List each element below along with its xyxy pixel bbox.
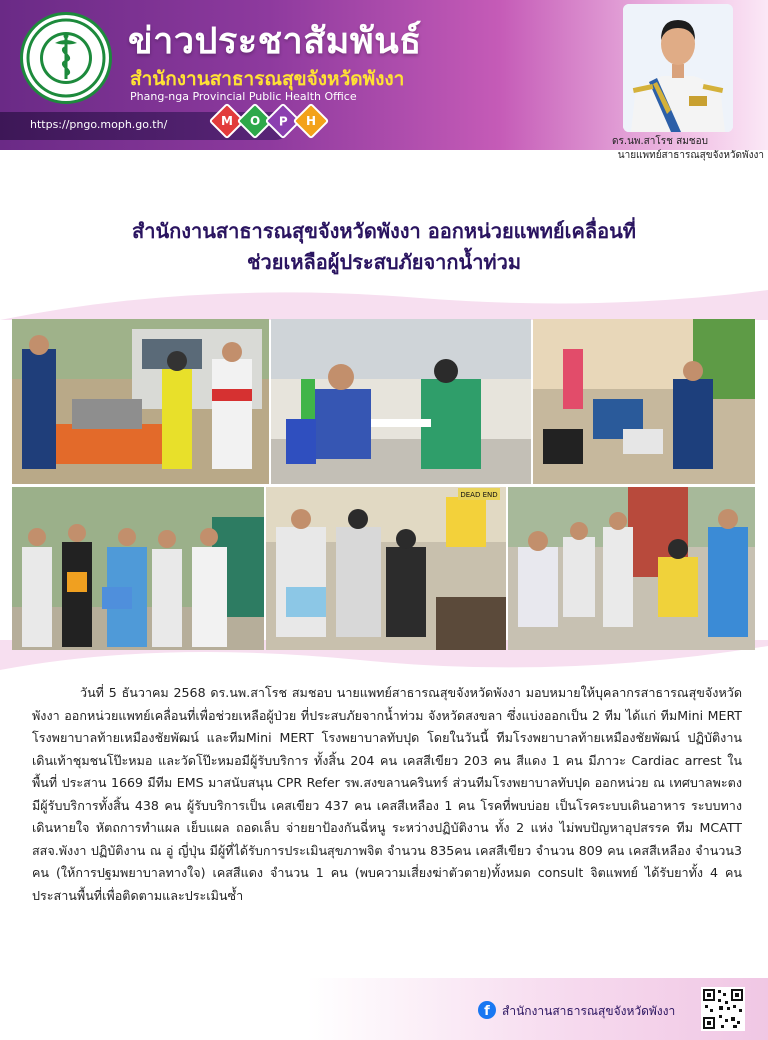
caduceus-seal-icon bbox=[25, 17, 107, 99]
headline-line-2: ช่วยเหลือผู้ประสบภัยจากน้ำท่วม bbox=[246, 250, 522, 274]
ministry-logo bbox=[20, 12, 112, 104]
moph-letter-p-text: P bbox=[278, 113, 288, 128]
director-portrait bbox=[623, 4, 733, 132]
moph-letter-m-text: M bbox=[221, 113, 233, 128]
director-title: นายแพทย์สาธารณสุขจังหวัดพังงา bbox=[617, 150, 764, 161]
organization-name-english: Phang-nga Provincial Public Health Office bbox=[130, 90, 357, 103]
person-portrait-icon bbox=[623, 4, 733, 132]
photo-nurse-checks-patient bbox=[271, 319, 531, 484]
moph-letter-h bbox=[293, 103, 330, 140]
page-title: ข่าวประชาสัมพันธ์ bbox=[128, 21, 422, 62]
photo-ems-team-stretcher bbox=[12, 319, 269, 484]
dead-end-sign-text: DEAD END bbox=[460, 491, 498, 499]
website-link[interactable]: https://pngo.moph.go.th/ bbox=[30, 118, 168, 131]
director-name: ดร.นพ.สาโรช สมชอบ bbox=[612, 136, 708, 147]
facebook-page-link[interactable]: สำนักงานสาธารณสุขจังหวัดพังงา bbox=[502, 1004, 676, 1018]
photo-staff-visit-residents bbox=[508, 487, 755, 650]
news-body-paragraph: วันที่ 5 ธันวาคม 2568 ดร.นพ.สาโรช สมชอบ นายแพทย์สาธารณสุขจังหวัดพังงา มอบหมายให้บุคลากรสาธารณสุขจังหวัดพังงา ออกหน่วยแพทย์เคลื่อนที่เพื่อช่วยเหลือผู้ป่วย ที่ประสบภัยจากน้ำท่วม จังหวัดสงขลา ซึ่งแบ่งออกเป็น 2 ทีม ได้แก่ ทีมMini MERT โรงพยาบาลท้ายเหมืองชัยพัฒน์ และทีมMini MERT โรงพยาบาลทับปุด โดยในวันนี้ ทีมโรงพยาบาลท้ายเหมืองชัยพัฒน์ ปฏิบัติงาน เดินเท้าชุมชนโป๊ะหมอ และวัดโป๊ะหมอมีผู้รับบริการ ทั้งสิ้น 204 คน เคสสีเขียว 203 คน สีแดง 1 คน มีภาวะ Cardiac arrest ในพื้นที่ ประสาน 1669 มีทีม EMS มาสนับสนุน CPR Refer รพ.สงขลานครินทร์ ส่วนทีมโรงพยาบาลทับปุด ออกหน่วย ณ เทศบาลพะตง มีผู้รับบริการทั้งสิ้น 438 คน ผู้รับบริการเป็น เคสเขียว 437 คน เคสสีเหลือง 1 คน โรคที่พบบ่อย เป็นโรคระบบเดินอาหาร ระบบทางเดินหายใจ หัตถการทำแผล เย็บแผล ถอดเล็บ จ่ายยาป้องกันฉี่หนู ระหว่างปฏิบัติงาน ทั้ง 2 แห่ง ไม่พบปัญหาอุปสรรค ทีม MCATT สสจ.พังงา ปฏิบัติงาน ณ อู่ ญี่ปุ่น มีผู้ที่ได้รับการประเมินสุขภาพจิต จำนวน 835คน เคสสีเขียว จำนวน 809 คน เคสสีเหลือง จำนวน3 คน (ให้การปฐมพยาบาลทางใจ) เคสสีแดง จำนวน 1 คน (พบความเสี่ยงฆ่าตัวตาย)ทั้งหมด consult จิตแพทย์ ได้รับยาทั้ง 4 คน ประสานพื้นที่เพื่อติดตามและประเมินซ้ำ bbox=[32, 685, 742, 903]
photo-staff-consulting-villagers bbox=[266, 487, 506, 650]
photo-ems-helping-patient bbox=[533, 319, 755, 484]
moph-letter-o-text: O bbox=[249, 113, 261, 128]
facebook-icon[interactable]: f bbox=[478, 1001, 496, 1019]
moph-logo bbox=[214, 108, 324, 134]
organization-name-thai: สำนักงานสาธารณสุขจังหวัดพังงา bbox=[130, 68, 405, 90]
photo-volunteers-with-supplies bbox=[12, 487, 264, 650]
pink-wave-decoration bbox=[0, 280, 768, 320]
headline-line-1: สำนักงานสาธารณสุขจังหวัดพังงา ออกหน่วยแพทย์เคลื่อนที่ bbox=[132, 219, 636, 243]
qr-code-icon[interactable] bbox=[701, 987, 745, 1031]
news-headline bbox=[30, 216, 738, 278]
moph-letter-h-text: H bbox=[305, 113, 317, 128]
